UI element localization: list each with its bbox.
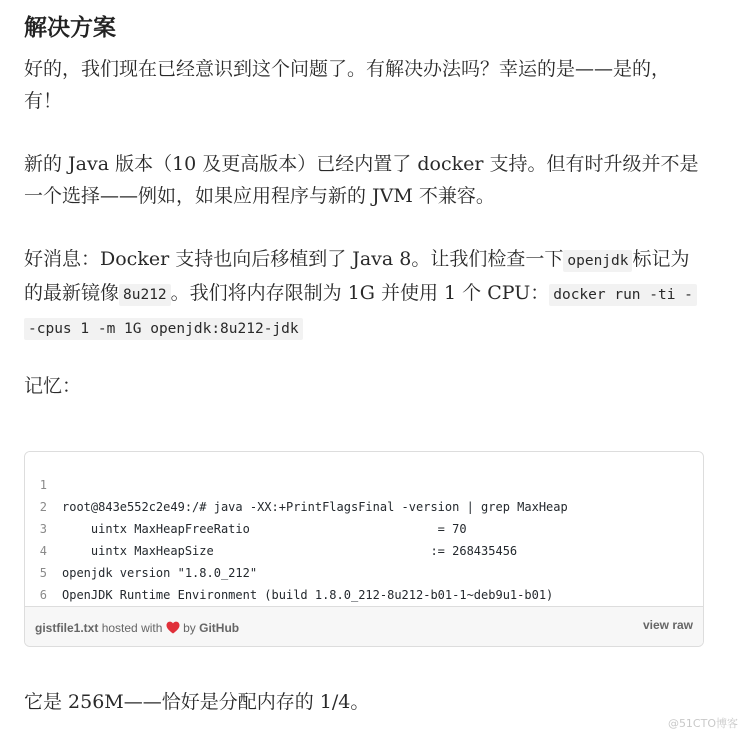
paragraph-text: 有！ bbox=[24, 90, 63, 112]
line-content: uintx MaxHeapFreeRatio = 70 bbox=[62, 522, 467, 536]
inline-code-docker-cmd-cont: -cpus 1 -m 1G openjdk:8u212-jdk bbox=[24, 318, 303, 340]
gist-embed bbox=[24, 451, 704, 647]
line-content: openjdk version "1.8.0_212" bbox=[62, 566, 258, 580]
by-text: by bbox=[183, 621, 196, 635]
view-raw-link[interactable]: view raw bbox=[642, 618, 693, 632]
gist-code-block bbox=[25, 452, 703, 606]
paragraph-memory-label: 记忆： bbox=[24, 375, 82, 397]
section-heading: 解决方案 bbox=[24, 15, 116, 41]
watermark: @51CTO博客 bbox=[667, 717, 738, 730]
line-number: 6 bbox=[39, 588, 47, 602]
line-number: 5 bbox=[39, 566, 47, 580]
paragraph-text: 好消息：Docker 支持也向后移植到了 Java 8。让我们检查一下 bbox=[24, 248, 564, 270]
line-number: 1 bbox=[39, 478, 47, 492]
line-number: 2 bbox=[39, 500, 47, 514]
inline-code-version: 8u212 bbox=[119, 284, 171, 306]
github-link[interactable]: GitHub bbox=[199, 621, 240, 635]
paragraph-text: 的最新镜像 bbox=[24, 282, 120, 304]
paragraph-solution-intro bbox=[24, 53, 714, 117]
heart-icon bbox=[166, 621, 180, 634]
inline-code-docker-cmd: docker run -ti - bbox=[549, 284, 697, 306]
code-line bbox=[25, 584, 703, 606]
code-line bbox=[25, 452, 703, 514]
line-number: 4 bbox=[39, 544, 47, 558]
paragraph-java-versions bbox=[24, 148, 714, 212]
paragraph-conclusion: 它是 256M——恰好是分配内存的 1/4。 bbox=[24, 691, 370, 713]
paragraph-good-news bbox=[24, 243, 714, 345]
line-content: OpenJDK Runtime Environment (build 1.8.0_212-8u212-b01-1~deb9u1-b01) bbox=[62, 588, 554, 602]
gist-meta-info bbox=[35, 620, 239, 636]
paragraph-text: 。我们将内存限制为 1G 并使用 1 个 CPU： bbox=[170, 282, 550, 304]
gist-meta-bar bbox=[25, 606, 703, 647]
paragraph-text: 新的 Java 版本（10 及更高版本）已经内置了 docker 支持。但有时升级并不是 bbox=[24, 153, 699, 175]
gist-file-link[interactable]: gistfile1.txt bbox=[35, 621, 99, 635]
line-number: 3 bbox=[39, 522, 47, 536]
inline-code-openjdk: openjdk bbox=[563, 250, 632, 272]
line-content: root@843e552c2e49:/# java -XX:+PrintFlagsFinal -version | grep MaxHeap bbox=[62, 500, 568, 514]
hosted-with-text: hosted with bbox=[101, 621, 163, 635]
paragraph-text: 一个选择——例如，如果应用程序与新的 JVM 不兼容。 bbox=[24, 185, 495, 207]
paragraph-text: 标记为 bbox=[632, 248, 690, 270]
paragraph-text: 好的，我们现在已经意识到这个问题了。有解决办法吗？幸运的是——是的， bbox=[24, 58, 671, 80]
line-content: uintx MaxHeapSize := 268435456 bbox=[62, 544, 518, 558]
